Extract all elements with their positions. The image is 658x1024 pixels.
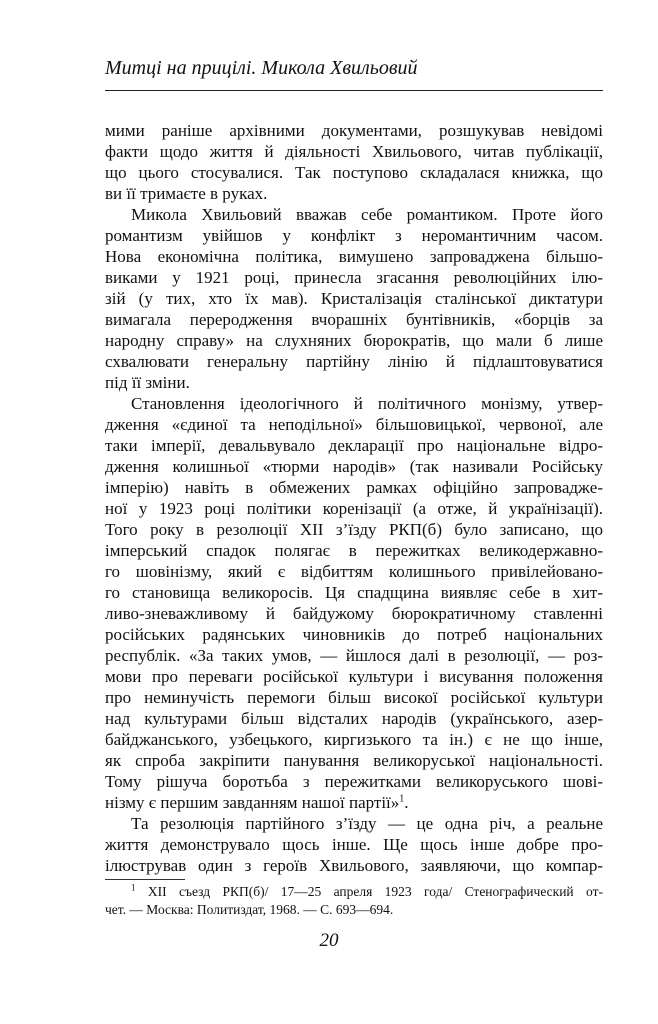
text-line: що цього стосувалися. Так поступово складалася книжка, що [105,163,603,182]
text-line: життя демонструвало щось інше. Ще щось інше добре про- [105,835,603,854]
text-line: російських радянських чиновників до потреб національних [105,625,603,644]
text-line: ної у 1923 році політики коренізації (а отже, й українізації). [105,499,603,518]
text-line: вимагала переродження вчорашніх бунтівників, «борців за [105,310,603,329]
text-line: байджанського, узбецького, киргизького та ін.) є не що інше, [105,730,603,749]
body-text [105,120,603,876]
header-rule [105,90,603,91]
text-line: над культурами більш відсталих народів (українського, азер- [105,709,603,728]
paragraph [105,120,603,204]
text-line: як спроба закріпити панування великоруської національності. [105,751,603,770]
text-line: імперію) навіть в обмежених рамках офіційно запроваджe- [105,478,603,497]
text-line: дження «єдиної та неподільної» більшовицької, червоної, але [105,415,603,434]
text-line: мими раніше архівними документами, розшукував невідомі [105,121,603,140]
page-number: 20 [319,930,339,951]
text-line: го становища великоросів. Ця спадщина виявляє себе в хит- [105,583,603,602]
text-line: мови про переваги російської культури і висування положення [105,667,603,686]
paragraph [105,204,603,393]
footnote-line [105,883,603,901]
text-line: Тому рішуча боротьба з пережитками великоруського шові- [105,772,603,791]
text-line: виками у 1921 році, принесла згасання революційних ілю- [105,268,603,287]
text-line: про неминучість перемоги більш високої російської культури [105,688,603,707]
text-line: народну справу» на слухняних бюрократів, що мали б лише [105,331,603,350]
text-line: Нова економічна політика, вимушено запроваджена більшо- [105,247,603,266]
text-line: імперський спадок полягає в пережитках великодержавно- [105,541,603,560]
text-line: Становлення ідеологічного й політичного монізму, утвер- [131,394,603,413]
paragraph [105,393,603,813]
text-line: схвалювати генеральну партійну лінію й підлаштовуватися [105,352,603,371]
footnote-rule [105,879,185,880]
text-line: романтизм увійшов у конфлікт з неромантичним часом. [105,226,603,245]
text-line: Микола Хвильовий вважав себе романтиком. Проте його [131,205,603,224]
text-line: ви її тримаєте в руках. [105,184,268,203]
text-line: факти щодо життя й діяльності Хвильового, читав публікації, [105,142,603,161]
text-line: таки імперії, девальвувало декларації про національне відро- [105,436,603,455]
text-line: го шовінізму, який є відбиттям колишнього привілейовано- [105,562,603,581]
text-line: ливо-зневажливому й байдужому бюрократичному ставленні [105,604,603,623]
footnote-text: XII съезд РКП(б)/ 17—25 апреля 1923 года/ Стенографический от- [147,884,603,899]
text-line: під її зміни. [105,373,190,392]
text-line: Того року в резолюції XII з’їзду РКП(б) було записано, що [105,520,603,539]
footnote [105,883,603,919]
text-line: ілюстрував один з героїв Хвильового, заявляючи, що компар- [105,856,603,875]
text-line: дження колишньої «тюрми народів» (так називали Російську [105,457,603,476]
text-line: нізму є першим завданням нашої партії» [105,793,400,812]
paragraph [105,813,603,876]
footnote-reference[interactable]: 1 [399,793,405,805]
text-line: республік. «За таких умов, — йшлося далі в резолюції, — роз- [105,646,603,665]
running-title: Митці на прицілі. Микола Хвильовий [105,57,418,79]
text-line-with-footnote: нізму є першим завданням нашої партії»$^1$. [105,793,409,812]
text-line: зій (у тих, хто їх мав). Кристалізація сталінської диктатури [105,289,603,308]
footnote-line: чет. — Москва: Политиздат, 1968. — С. 693—694. [105,902,394,917]
text-line: Та резолюція партійного з’їзду — це одна річ, а реальне [131,814,603,833]
footnote-mark: 1 [131,882,136,893]
